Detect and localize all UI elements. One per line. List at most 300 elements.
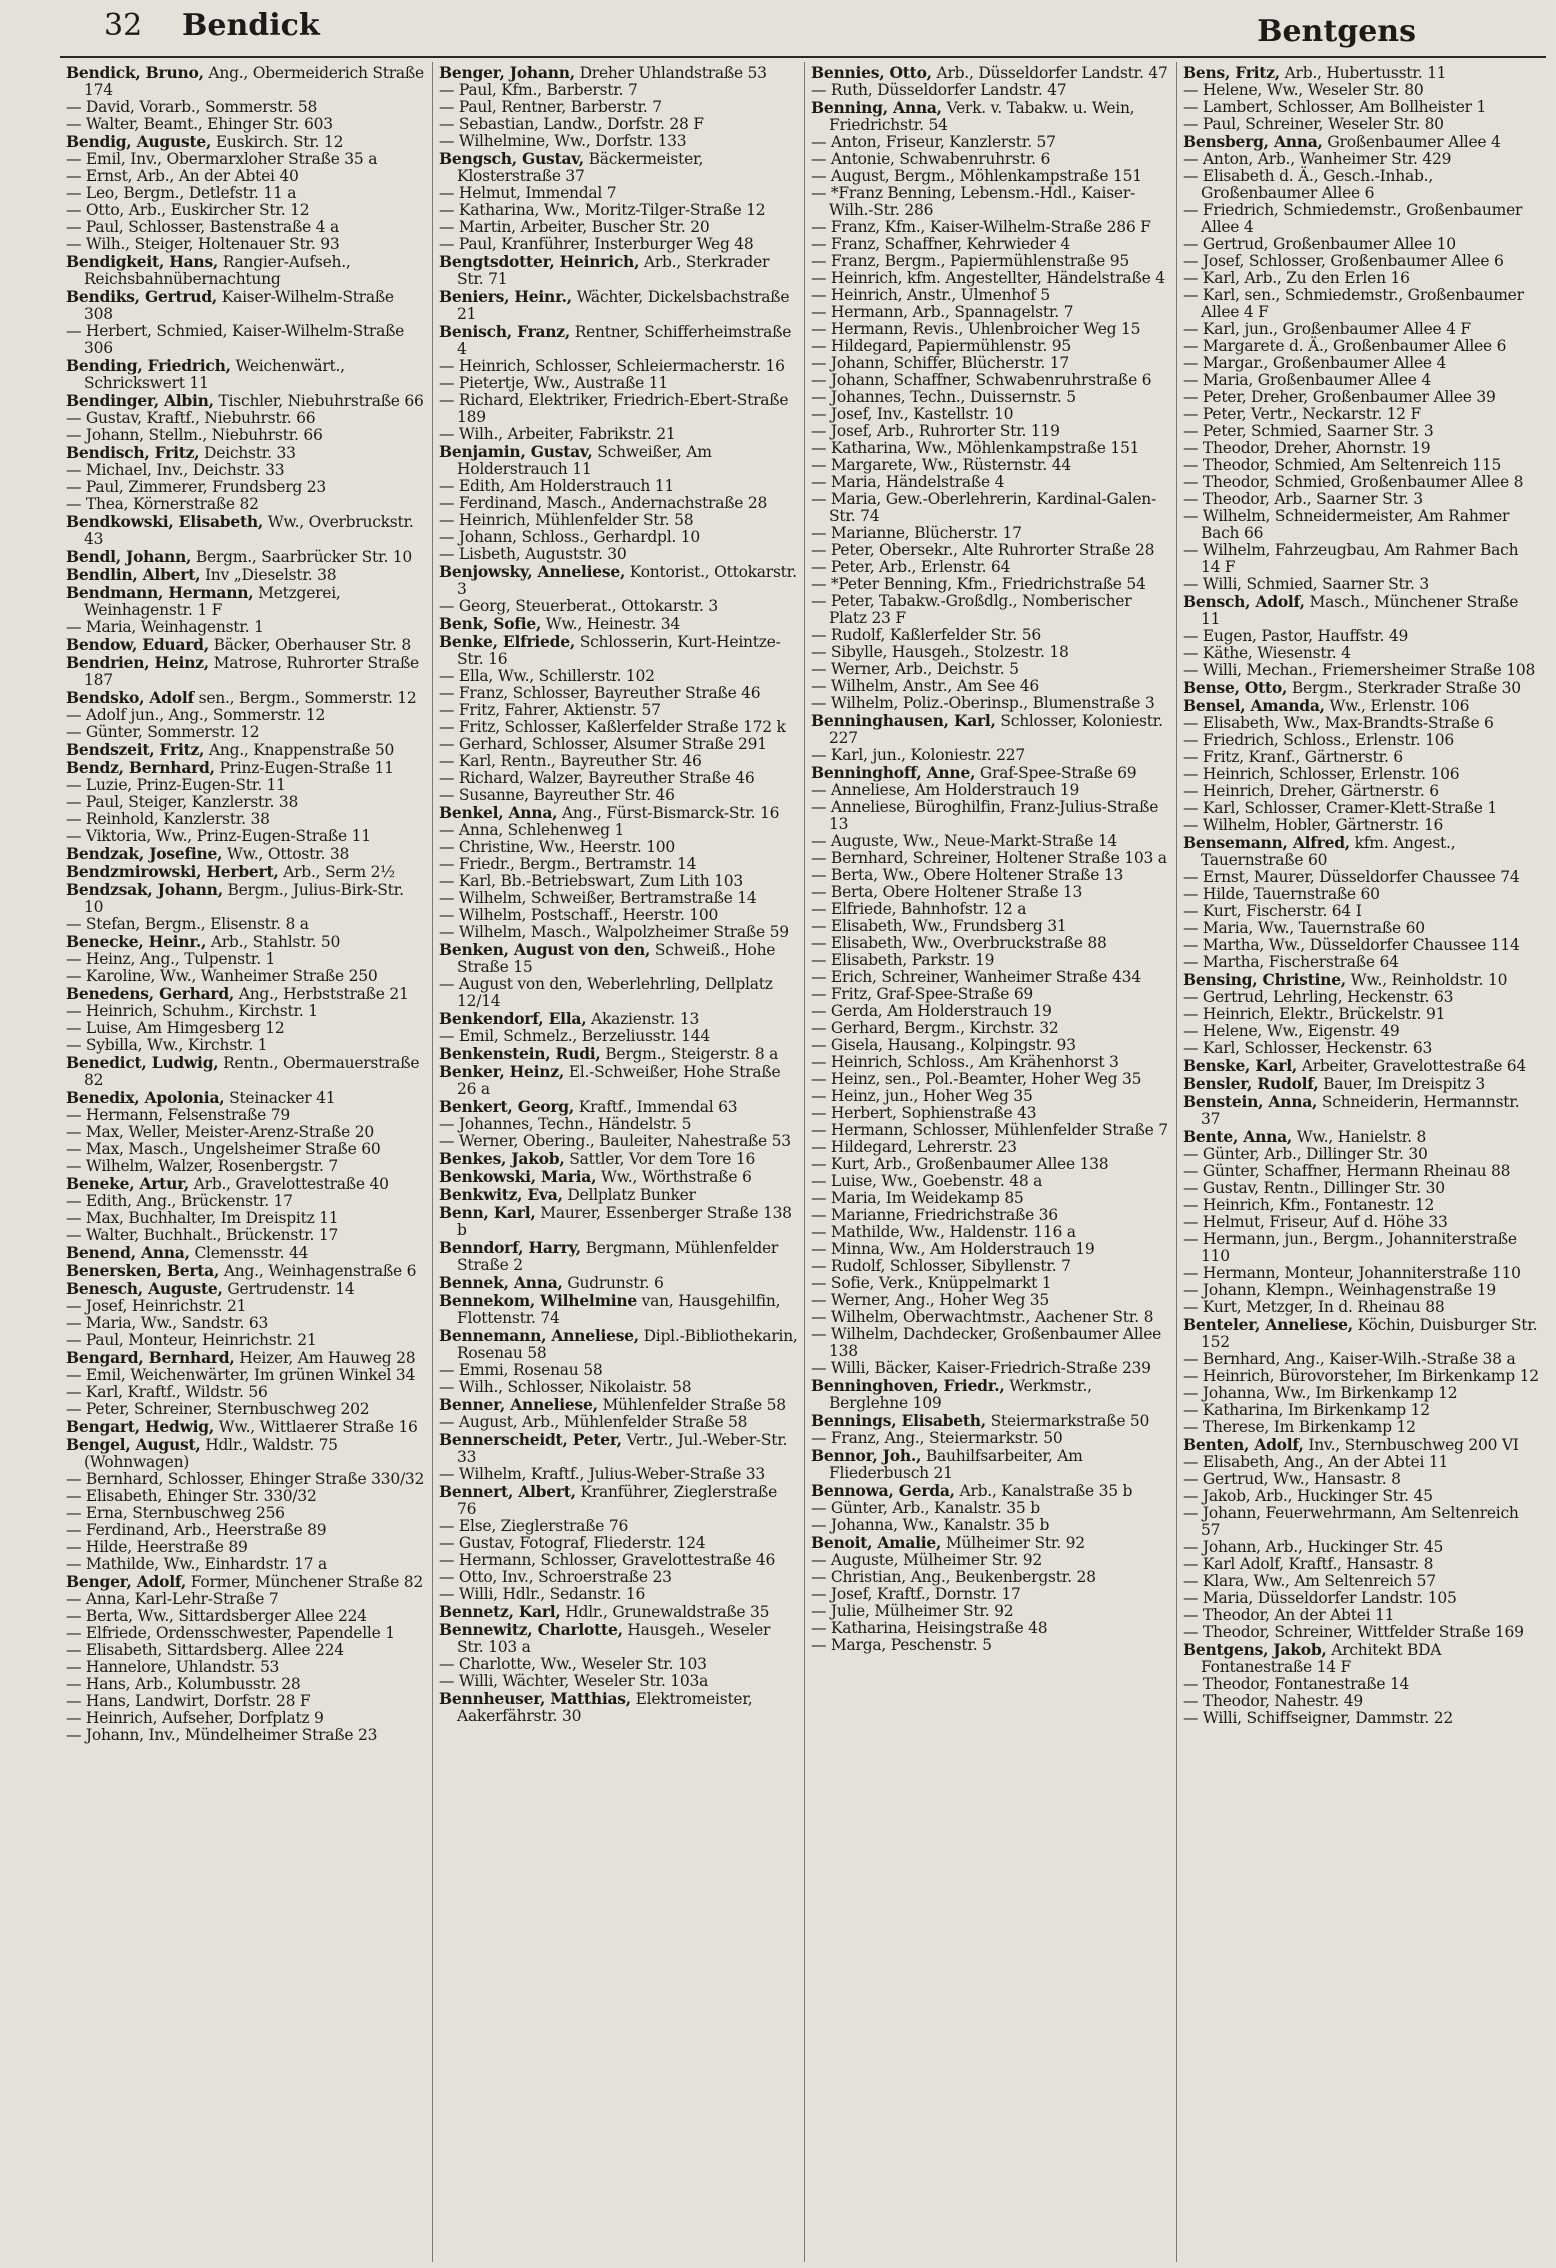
- entry-details: — Max, Weller, Meister-Arenz-Straße 20: [66, 1123, 374, 1141]
- directory-entry: [66, 636, 426, 654]
- entry-details: — Willi, Bäcker, Kaiser-Friedrich-Straße 239: [811, 1359, 1151, 1377]
- entry-details: — Anton, Friseur, Kanzlerstr. 57: [811, 133, 1056, 151]
- directory-entry: [66, 202, 426, 219]
- directory-entry: [1183, 440, 1542, 457]
- directory-entry: [811, 661, 1170, 678]
- directory-entry: [66, 427, 426, 444]
- directory-entry: [439, 719, 798, 736]
- entry-details: — Paul, Kfm., Barberstr. 7: [439, 81, 638, 99]
- entry-details: — Therese, Im Birkenkamp 12: [1183, 1418, 1416, 1436]
- directory-entry: [66, 1384, 426, 1401]
- entry-details: — Wilhelm, Fahrzeugbau, Am Rahmer Bach 14 F: [1183, 541, 1519, 576]
- entry-details: Ang., Knappenstraße 50: [208, 741, 395, 759]
- entry-details: — Minna, Ww., Am Holderstrauch 19: [811, 1240, 1095, 1258]
- entry-surname: Bendisch, Fritz,: [66, 443, 200, 462]
- directory-entry: [1183, 168, 1542, 202]
- directory-entry: [1183, 1573, 1542, 1590]
- directory-entry: [439, 615, 798, 633]
- entry-surname: Bennekom, Wilhelmine: [439, 1291, 637, 1310]
- entry-details: — Walter, Buchhalt., Brückenstr. 17: [66, 1226, 339, 1244]
- directory-entry: [439, 1239, 798, 1274]
- directory-entry: [439, 375, 798, 392]
- entry-details: — Werner, Arb., Deichstr. 5: [811, 660, 1019, 678]
- entry-surname: Bensemann, Alfred,: [1183, 833, 1350, 852]
- directory-entry: [811, 1003, 1170, 1020]
- entry-details: Schlosser, Koloniestr. 227: [829, 712, 1163, 747]
- entry-details: Bergmann, Mühlenfelder Straße 2: [457, 1239, 779, 1274]
- directory-entry: [811, 627, 1170, 644]
- entry-details: — Hannelore, Uhlandstr. 53: [66, 1658, 280, 1676]
- entry-details: — Leo, Bergm., Detlefstr. 11 a: [66, 184, 297, 202]
- entry-surname: Bens, Fritz,: [1183, 63, 1280, 82]
- entry-details: — Rudolf, Schlosser, Sibyllenstr. 7: [811, 1257, 1071, 1275]
- entry-details: — Karoline, Ww., Wanheimer Straße 250: [66, 967, 378, 985]
- entry-details: — Thea, Körnerstraße 82: [66, 495, 259, 513]
- entry-details: — Bernhard, Schreiner, Holtener Straße 103 a: [811, 849, 1167, 867]
- directory-entry: [66, 410, 426, 427]
- entry-details: — Hermann, Schlosser, Gravelottestraße 46: [439, 1551, 776, 1569]
- entry-surname: Benjowsky, Anneliese,: [439, 562, 626, 581]
- entry-details: — *Peter Benning, Kfm., Friedrichstraße 54: [811, 575, 1146, 593]
- directory-entry: [66, 1315, 426, 1332]
- entry-details: Heizer, Am Hauweg 28: [239, 1349, 416, 1367]
- entry-details: Bergm., Julius-Birk-Str. 10: [84, 881, 404, 916]
- directory-entry: [1183, 151, 1542, 168]
- directory-entry: [811, 644, 1170, 661]
- directory-entry: [811, 1122, 1170, 1139]
- directory-entry: [1183, 457, 1542, 474]
- entry-details: — Willi, Mechan., Friemersheimer Straße 108: [1183, 661, 1536, 679]
- entry-surname: Benstein, Anna,: [1183, 1092, 1318, 1111]
- directory-entry: [66, 1367, 426, 1384]
- entry-details: — Heinrich, Bürovorsteher, Im Birkenkamp 12: [1183, 1367, 1539, 1385]
- entry-details: — Johann, Schiffer, Blücherstr. 17: [811, 354, 1070, 372]
- directory-entry: [439, 1396, 798, 1414]
- directory-entry: [1183, 1197, 1542, 1214]
- entry-details: — Ferdinand, Arb., Heerstraße 89: [66, 1521, 327, 1539]
- entry-surname: Benndorf, Harry,: [439, 1238, 581, 1257]
- entry-details: Ww., Wörthstraße 6: [600, 1168, 752, 1186]
- entry-details: — Berta, Obere Holtener Straße 13: [811, 883, 1083, 901]
- entry-details: — Heinrich, Aufseher, Dorfplatz 9: [66, 1709, 324, 1727]
- entry-surname: Benesch, Auguste,: [66, 1279, 223, 1298]
- directory-entry: [66, 1244, 426, 1262]
- directory-entry: [1183, 116, 1542, 133]
- entry-details: — Wilh., Steiger, Holtenauer Str. 93: [66, 235, 340, 253]
- directory-entry: [811, 457, 1170, 474]
- directory-entry: [811, 1020, 1170, 1037]
- entry-details: — Peter, Arb., Erlenstr. 64: [811, 558, 1011, 576]
- column-1: [60, 62, 432, 2262]
- directory-entry: [811, 1207, 1170, 1224]
- entry-details: — Wilhelm, Postschaff., Heerstr. 100: [439, 906, 719, 924]
- entry-surname: Benkendorf, Ella,: [439, 1009, 587, 1028]
- directory-entry: [811, 850, 1170, 867]
- directory-entry: [1183, 423, 1542, 440]
- entry-details: — Charlotte, Ww., Weseler Str. 103: [439, 1655, 707, 1673]
- entry-details: — Maria, Ww., Sandstr. 63: [66, 1314, 269, 1332]
- entry-details: — Elisabeth, Parkstr. 19: [811, 951, 995, 969]
- entry-details: — Hermann, Monteur, Johanniterstraße 110: [1183, 1264, 1521, 1282]
- directory-entry: [66, 479, 426, 496]
- directory-entry: [811, 1309, 1170, 1326]
- directory-entry: [1183, 593, 1542, 628]
- entry-surname: Bensberg, Anna,: [1183, 132, 1323, 151]
- entry-details: — Elisabeth, Ww., Frundsberg 31: [811, 917, 1067, 935]
- entry-details: — Ernst, Arb., An der Abtei 40: [66, 167, 299, 185]
- entry-details: Dreher Uhlandstraße 53: [579, 64, 767, 82]
- entry-details: — Herbert, Sophienstraße 43: [811, 1104, 1037, 1122]
- entry-surname: Bendzsak, Johann,: [66, 880, 223, 899]
- directory-entry: [1183, 406, 1542, 423]
- directory-entry: [811, 64, 1170, 82]
- entry-details: — Edith, Ang., Brückenstr. 17: [66, 1192, 293, 1210]
- entry-details: Weichenwärt., Schrickswert 11: [84, 357, 345, 392]
- entry-surname: Benske, Karl,: [1183, 1056, 1298, 1075]
- entry-details: — Theodor, Arb., Saarner Str. 3: [1183, 490, 1423, 508]
- entry-surname: Benning, Anna,: [811, 98, 942, 117]
- entry-details: — Johann, Klempn., Weinhagenstraße 19: [1183, 1281, 1496, 1299]
- directory-entry: [66, 619, 426, 636]
- entry-details: — Hermann, jun., Bergm., Johanniterstraße 110: [1183, 1230, 1517, 1265]
- entry-details: — Fritz, Kranf., Gärtnerstr. 6: [1183, 748, 1403, 766]
- entry-surname: Bennor, Joh.,: [811, 1446, 922, 1465]
- directory-entry: [1183, 202, 1542, 236]
- entry-surname: Benedix, Apolonia,: [66, 1088, 225, 1107]
- directory-entry: [811, 304, 1170, 321]
- directory-entry: [66, 1659, 426, 1676]
- directory-entry: [811, 491, 1170, 525]
- entry-details: — Elisabeth, Ang., An der Abtei 11: [1183, 1453, 1449, 1471]
- entry-details: van, Hausgehilfin, Flottenstr. 74: [457, 1292, 781, 1327]
- directory-entry: [439, 702, 798, 719]
- column-4: [1176, 62, 1548, 2262]
- directory-entry: [66, 1037, 426, 1054]
- entry-details: Ang., Obermeiderich Straße 174: [84, 64, 424, 99]
- entry-details: — Helmut, Immendal 7: [439, 184, 617, 202]
- directory-entry: [811, 833, 1170, 850]
- entry-details: — Wilh., Arbeiter, Fabrikstr. 21: [439, 425, 676, 443]
- entry-details: Gertrudenstr. 14: [227, 1280, 355, 1298]
- directory-entry: [811, 321, 1170, 338]
- column-2: [432, 62, 804, 2262]
- entry-details: — Christine, Ww., Heerstr. 100: [439, 838, 676, 856]
- directory-entry: [439, 478, 798, 495]
- directory-entry: [811, 1517, 1170, 1534]
- directory-entry: [1183, 1454, 1542, 1471]
- directory-entry: [439, 323, 798, 358]
- directory-entry: [1183, 372, 1542, 389]
- entry-details: Kaiser-Wilhelm-Straße 308: [84, 288, 394, 323]
- entry-details: Ww., Erlenstr. 106: [1329, 697, 1470, 715]
- directory-entry: [811, 1275, 1170, 1292]
- entry-details: — Gertrud, Lehrling, Heckenstr. 63: [1183, 988, 1454, 1006]
- entry-details: sen., Bergm., Sommerstr. 12: [198, 689, 417, 707]
- entry-surname: Bensing, Christine,: [1183, 970, 1346, 989]
- directory-entry: [66, 1539, 426, 1556]
- entry-details: — Willi, Schmied, Saarner Str. 3: [1183, 575, 1429, 593]
- entry-details: — Heinz, sen., Pol.-Beamter, Hoher Weg 35: [811, 1070, 1142, 1088]
- directory-entry: [439, 890, 798, 907]
- entry-surname: Bennings, Elisabeth,: [811, 1411, 986, 1430]
- directory-entry: [66, 1020, 426, 1037]
- entry-details: — Sibylle, Hausgeh., Stolzestr. 18: [811, 643, 1069, 661]
- entry-details: — Edith, Am Holderstrauch 11: [439, 477, 674, 495]
- entry-surname: Benecke, Heinr.,: [66, 932, 207, 951]
- entry-details: — Maria, Gew.-Oberlehrerin, Kardinal-Galen-Str. 74: [811, 490, 1157, 525]
- entry-details: — Martin, Arbeiter, Buscher Str. 20: [439, 218, 710, 236]
- entry-details: — Antonie, Schwabenruhrstr. 6: [811, 150, 1051, 168]
- directory-entry: [811, 151, 1170, 168]
- directory-entry: [439, 236, 798, 253]
- directory-entry: [811, 986, 1170, 1003]
- directory-entry: [66, 566, 426, 584]
- directory-entry: [811, 559, 1170, 576]
- directory-entry: [439, 1673, 798, 1690]
- directory-entry: [811, 1586, 1170, 1603]
- directory-entry: [1183, 800, 1542, 817]
- directory-entry: [439, 1204, 798, 1239]
- directory-entry: [811, 712, 1170, 747]
- directory-entry: [439, 1362, 798, 1379]
- header-rule: [60, 56, 1546, 58]
- entry-details: — Franz, Kfm., Kaiser-Wilhelm-Straße 286 F: [811, 218, 1151, 236]
- entry-details: — Luzie, Prinz-Eugen-Str. 11: [66, 776, 286, 794]
- entry-details: — Friedrich, Schloss., Erlenstr. 106: [1183, 731, 1454, 749]
- directory-entry: [1183, 1057, 1542, 1075]
- entry-details: — Wilh., Schlosser, Nikolaistr. 58: [439, 1378, 692, 1396]
- entry-surname: Bendig, Auguste,: [66, 132, 212, 151]
- directory-entry: [811, 1552, 1170, 1569]
- entry-details: — Sofie, Verk., Knüppelmarkt 1: [811, 1274, 1052, 1292]
- directory-entry: [439, 202, 798, 219]
- entry-details: — Fritz, Graf-Spee-Straße 69: [811, 985, 1034, 1003]
- directory-entry: [811, 1139, 1170, 1156]
- entry-surname: Benninghoff, Anne,: [811, 763, 976, 782]
- directory-entry: [66, 1693, 426, 1710]
- directory-entry: [66, 1418, 426, 1436]
- directory-entry: [811, 1447, 1170, 1482]
- entry-details: Arb., Hubertusstr. 11: [1284, 64, 1447, 82]
- directory-entry: [811, 1190, 1170, 1207]
- entry-details: — Heinz, Ang., Tulpenstr. 1: [66, 950, 276, 968]
- entry-details: — Karl, Arb., Zu den Erlen 16: [1183, 269, 1410, 287]
- entry-details: — Paul, Schlosser, Bastenstraße 4 a: [66, 218, 339, 236]
- entry-details: — Emil, Inv., Obermarxloher Straße 35 a: [66, 150, 378, 168]
- directory-entry: [439, 907, 798, 924]
- entry-details: Arbeiter, Gravelottestraße 64: [1301, 1057, 1527, 1075]
- directory-entry: [811, 423, 1170, 440]
- entry-details: Kontorist., Ottokarstr. 3: [457, 563, 797, 598]
- entry-details: — Sybilla, Ww., Kirchstr. 1: [66, 1036, 268, 1054]
- entry-details: — Karl, Rentn., Bayreuther Str. 46: [439, 752, 702, 770]
- first-entry-keyword: Bendick: [182, 8, 320, 43]
- directory-entry: [439, 64, 798, 82]
- directory-entry: [811, 1326, 1170, 1360]
- entry-details: — Emmi, Rosenau 58: [439, 1361, 603, 1379]
- entry-details: — Stefan, Bergm., Elisenstr. 8 a: [66, 915, 309, 933]
- entry-details: — Bernhard, Schlosser, Ehinger Straße 330/32: [66, 1470, 425, 1488]
- directory-entry: [439, 753, 798, 770]
- entry-details: — Theodor, Schmied, Großenbaumer Allee 8: [1183, 473, 1524, 491]
- entry-details: — Elisabeth, Ehinger Str. 330/32: [66, 1487, 317, 1505]
- directory-entry: [439, 1063, 798, 1098]
- directory-entry: [1183, 287, 1542, 321]
- directory-entry: [439, 976, 798, 1010]
- directory-entry: [811, 219, 1170, 236]
- directory-entry: [66, 1210, 426, 1227]
- directory-entry: [811, 799, 1170, 833]
- directory-entry: [439, 1552, 798, 1569]
- entry-details: — Katharina, Ww., Moritz-Tilger-Straße 12: [439, 201, 766, 219]
- directory-entry: [811, 1054, 1170, 1071]
- directory-entry: [811, 867, 1170, 884]
- directory-entry: [1183, 1128, 1542, 1146]
- entry-details: Masch., Münchener Straße 11: [1201, 593, 1519, 628]
- directory-entry: [439, 133, 798, 150]
- entry-details: Arb., Gravelottestraße 40: [193, 1175, 389, 1193]
- entry-details: — Lisbeth, Auguststr. 30: [439, 545, 627, 563]
- directory-entry: [66, 1089, 426, 1107]
- directory-entry: [1183, 1471, 1542, 1488]
- entry-details: — Michael, Inv., Deichstr. 33: [66, 461, 285, 479]
- directory-entry: [811, 764, 1170, 782]
- entry-details: — Susanne, Bayreuther Str. 46: [439, 786, 675, 804]
- directory-entry: [66, 811, 426, 828]
- entry-surname: Benedens, Gerhard,: [66, 984, 235, 1003]
- directory-entry: [811, 270, 1170, 287]
- directory-entry: [66, 689, 426, 707]
- directory-entry: [811, 1360, 1170, 1377]
- entry-details: — Franz, Schlosser, Bayreuther Straße 46: [439, 684, 761, 702]
- entry-details: — Auguste, Ww., Neue-Markt-Straße 14: [811, 832, 1118, 850]
- directory-entry: [439, 1168, 798, 1186]
- directory-entry: [66, 968, 426, 985]
- entry-details: — Rudolf, Kaßlerfelder Str. 56: [811, 626, 1041, 644]
- entry-surname: Benker, Heinz,: [439, 1062, 565, 1081]
- directory-entry: [66, 1471, 426, 1488]
- directory-entry: [811, 1224, 1170, 1241]
- entry-surname: Bennert, Albert,: [439, 1482, 576, 1501]
- entry-details: — Herbert, Schmied, Kaiser-Wilhelm-Straße 306: [66, 322, 405, 357]
- entry-details: — Theodor, An der Abtei 11: [1183, 1606, 1395, 1624]
- entry-details: — Max, Buchhalter, Im Dreispitz 11: [66, 1209, 339, 1227]
- directory-entry: [1183, 954, 1542, 971]
- entry-details: — Gerhard, Schlosser, Alsumer Straße 291: [439, 735, 767, 753]
- entry-details: — Christian, Ang., Beukenbergstr. 28: [811, 1568, 1096, 1586]
- directory-entry: [66, 357, 426, 392]
- entry-details: — Heinz, jun., Hoher Weg 35: [811, 1087, 1033, 1105]
- entry-details: — Kurt, Arb., Großenbaumer Allee 138: [811, 1155, 1109, 1173]
- entry-details: — Elfriede, Ordensschwester, Papendelle 1: [66, 1624, 395, 1642]
- directory-entry: [1183, 1693, 1542, 1710]
- directory-entry: [66, 1280, 426, 1298]
- directory-entry: [811, 782, 1170, 799]
- directory-entry: [1183, 783, 1542, 800]
- directory-entry: [439, 426, 798, 443]
- entry-surname: Bendigkeit, Hans,: [66, 252, 219, 271]
- entry-details: — Friedr., Bergm., Bertramstr. 14: [439, 855, 697, 873]
- entry-details: — Maria, Weinhagenstr. 1: [66, 618, 264, 636]
- entry-details: — Wilhelm, Oberwachtmstr., Aachener Str. 8: [811, 1308, 1154, 1326]
- directory-entry: [811, 1620, 1170, 1637]
- entry-details: — Hildegard, Lehrerstr. 23: [811, 1138, 1017, 1156]
- entry-details: El.-Schweißer, Hohe Straße 26 a: [457, 1063, 781, 1098]
- entry-details: — Julie, Mülheimer Str. 92: [811, 1602, 1014, 1620]
- entry-surname: Benkowski, Maria,: [439, 1167, 597, 1186]
- entry-details: — Wilhelm, Dachdecker, Großenbaumer Allee 138: [811, 1325, 1162, 1360]
- entry-details: Bäcker, Oberhauser Str. 8: [213, 636, 411, 654]
- entry-details: — Wilhelm, Masch., Walpolzheimer Straße 59: [439, 923, 789, 941]
- entry-details: Arb., Kanalstraße 35 b: [959, 1482, 1133, 1500]
- directory-entry: [66, 64, 426, 99]
- entry-details: — Theodor, Schreiner, Wittfelder Straße 169: [1183, 1623, 1524, 1641]
- entry-surname: Benoit, Amalie,: [811, 1533, 942, 1552]
- entry-surname: Bense, Otto,: [1183, 678, 1288, 697]
- directory-entry: [66, 1141, 426, 1158]
- directory-entry: [439, 99, 798, 116]
- directory-entry: [1183, 1265, 1542, 1282]
- entry-details: — Wilhelm, Schweißer, Bertramstraße 14: [439, 889, 757, 907]
- directory-entry: [439, 804, 798, 822]
- entry-details: Steiermarkstraße 50: [990, 1412, 1150, 1430]
- directory-entry: [811, 1173, 1170, 1190]
- entry-details: Mühlenfelder Straße 58: [602, 1396, 786, 1414]
- entry-details: — Josef, Schlosser, Großenbaumer Allee 6: [1183, 252, 1504, 270]
- entry-details: — Peter, Vertr., Neckarstr. 12 F: [1183, 405, 1421, 423]
- entry-details: — Wilhelmine, Ww., Dorfstr. 133: [439, 132, 687, 150]
- directory-entry: [1183, 1505, 1542, 1539]
- directory-entry: [439, 1133, 798, 1150]
- directory-entry: [811, 474, 1170, 491]
- entry-details: Dipl.-Bibliothekarin, Rosenau 58: [457, 1327, 798, 1362]
- entry-surname: Bendiks, Gertrud,: [66, 287, 218, 306]
- entry-details: Inv., Sternbuschweg 200 VI: [1308, 1436, 1519, 1454]
- directory-entry: [1183, 697, 1542, 715]
- entry-details: — Johann, Stellm., Niebuhrstr. 66: [66, 426, 323, 444]
- entry-details: Rangier-Aufseh., Reichsbahnübernachtung: [84, 253, 351, 288]
- entry-details: — Heinrich, Mühlenfelder Str. 58: [439, 511, 694, 529]
- directory-entry: [439, 1569, 798, 1586]
- entry-surname: Benkel, Anna,: [439, 803, 558, 822]
- entry-surname: Benersken, Berta,: [66, 1261, 220, 1280]
- entry-details: — Helene, Ww., Eigenstr. 49: [1183, 1022, 1400, 1040]
- entry-details: — Heinrich, Schlosser, Erlenstr. 106: [1183, 765, 1460, 783]
- directory-entry: [1183, 1231, 1542, 1265]
- directory-entry: [1183, 886, 1542, 903]
- entry-details: — Ernst, Maurer, Düsseldorfer Chaussee 74: [1183, 868, 1520, 886]
- entry-details: — August von den, Weberlehrling, Dellplatz 12/14: [439, 975, 773, 1010]
- entry-details: — Otto, Inv., Schroerstraße 23: [439, 1568, 672, 1586]
- entry-details: — Marianne, Friedrichstraße 36: [811, 1206, 1058, 1224]
- entry-details: Bauer, Im Dreispitz 3: [1323, 1075, 1486, 1093]
- directory-entry: [439, 839, 798, 856]
- directory-entry: [1183, 253, 1542, 270]
- entry-details: — Johannes, Techn., Duissernstr. 5: [811, 388, 1076, 406]
- directory-entry: [811, 969, 1170, 986]
- directory-entry: [1183, 99, 1542, 116]
- entry-details: — Werner, Obering., Bauleiter, Nahestraße 53: [439, 1132, 791, 1150]
- page-header: [0, 0, 1556, 62]
- directory-entry: [811, 1412, 1170, 1430]
- directory-entry: [811, 542, 1170, 559]
- entry-surname: Benger, Johann,: [439, 63, 575, 82]
- entry-details: — Johann, Schaffner, Schwabenruhrstraße 6: [811, 371, 1152, 389]
- entry-details: Ww., Overbruckstr. 43: [84, 513, 414, 548]
- directory-entry: [1183, 1436, 1542, 1454]
- directory-entry: [439, 1274, 798, 1292]
- directory-entry: [439, 770, 798, 787]
